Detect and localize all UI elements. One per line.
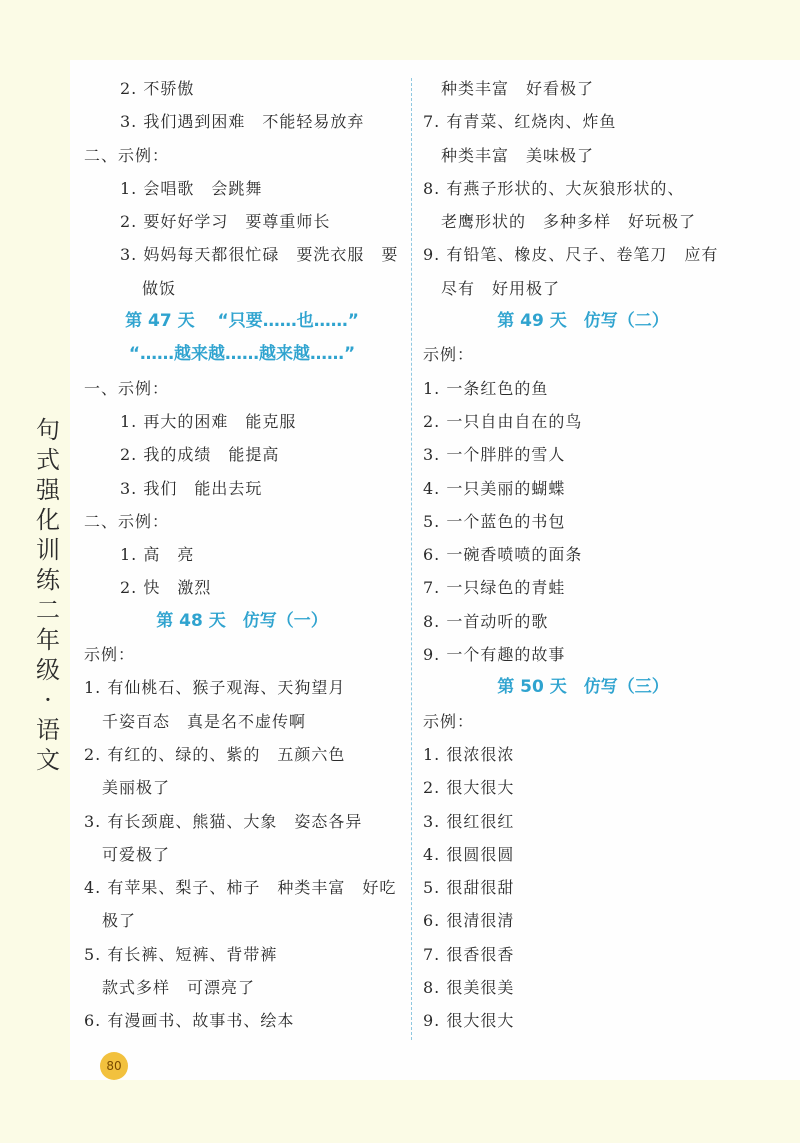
- answer-line: 极了: [102, 911, 137, 931]
- answer-line: 种类丰富 美味极了: [441, 145, 595, 165]
- answer-line: 2. 有红的、绿的、紫的 五颜六色: [84, 744, 346, 764]
- answer-line: 示例：: [423, 345, 475, 365]
- answer-line: 7. 有青菜、红烧肉、炸鱼: [423, 112, 617, 132]
- answer-line: 2. 我的成绩 能提高: [120, 445, 280, 465]
- page-number: 80: [100, 1052, 128, 1080]
- answer-line: 2. 快 激烈: [120, 578, 212, 598]
- answer-line: 5. 很甜很甜: [423, 878, 515, 898]
- answer-line: 2. 很大很大: [423, 778, 515, 798]
- answer-line: 3. 妈妈每天都很忙碌 要洗衣服 要: [120, 245, 399, 265]
- answer-line: 3. 我们遇到困难 不能轻易放弃: [120, 112, 365, 132]
- section-heading: 第 49 天 仿写（二）: [497, 311, 669, 332]
- answer-line: 3. 一个胖胖的雪人: [423, 445, 566, 465]
- section-heading: 第 50 天 仿写（三）: [497, 677, 669, 698]
- answer-line: 种类丰富 好看极了: [441, 79, 595, 98]
- section-heading: 第 47 天 “只要……也……”: [125, 311, 359, 332]
- answer-line: 美丽极了: [102, 778, 171, 798]
- answer-line: 二、示例：: [84, 145, 170, 165]
- answer-line: 8. 很美很美: [423, 978, 515, 998]
- answer-line: 7. 很香很香: [423, 944, 515, 964]
- answer-line: 6. 一碗香喷喷的面条: [423, 545, 583, 565]
- answer-line: 9. 一个有趣的故事: [423, 645, 566, 665]
- answer-line: 4. 有苹果、梨子、柿子 种类丰富 好吃: [84, 878, 397, 898]
- answer-line: 9. 有铅笔、橡皮、尺子、卷笔刀 应有: [423, 245, 719, 265]
- answer-line: 尽有 好用极了: [441, 278, 561, 298]
- section-heading: 第 48 天 仿写（一）: [156, 610, 328, 631]
- answer-line: 7. 一只绿色的青蛙: [423, 578, 566, 598]
- answer-line: 1. 一条红色的鱼: [423, 378, 549, 398]
- side-title-grade: 二 年 级 · 语 文: [36, 596, 60, 774]
- side-title-series: 句 式 强 化 训 练: [36, 416, 60, 594]
- answer-line: 可爱极了: [102, 844, 171, 864]
- answer-line: 3. 有长颈鹿、熊猫、大象 姿态各异: [84, 811, 363, 831]
- page-margin-top: [0, 0, 800, 60]
- answer-line: 3. 我们 能出去玩: [120, 478, 263, 498]
- answer-line: 4. 很圆很圆: [423, 844, 515, 864]
- answer-line: 示例：: [423, 711, 475, 731]
- column-divider: [411, 78, 412, 1040]
- answer-line: 千姿百态 真是名不虚传啊: [102, 711, 307, 731]
- answer-line: 8. 一首动听的歌: [423, 611, 549, 631]
- answer-line: 二、示例：: [84, 511, 170, 531]
- answer-line: 1. 很浓很浓: [423, 744, 515, 764]
- answer-line: 3. 很红很红: [423, 811, 515, 831]
- answer-line: 4. 一只美丽的蝴蝶: [423, 478, 566, 498]
- right-column: [423, 72, 743, 1038]
- section-heading: “……越来越……越来越……”: [128, 344, 356, 365]
- answer-line: 1. 再大的困难 能克服: [120, 411, 297, 431]
- answer-line: 老鹰形状的 多种多样 好玩极了: [441, 212, 697, 232]
- answer-line: 一、示例：: [84, 378, 170, 398]
- answer-line: 5. 有长裤、短裤、背带裤: [84, 944, 278, 964]
- answer-line: 6. 有漫画书、故事书、绘本: [84, 1011, 295, 1031]
- answer-line: 6. 很清很清: [423, 911, 515, 931]
- answer-line: 款式多样 可漂亮了: [102, 978, 256, 998]
- answer-line: 2. 一只自由自在的鸟: [423, 411, 583, 431]
- answer-line: 1. 有仙桃石、猴子观海、天狗望月: [84, 678, 346, 698]
- answer-line: 1. 高 亮: [120, 545, 195, 565]
- answer-line: 9. 很大很大: [423, 1011, 515, 1031]
- answer-line: 5. 一个蓝色的书包: [423, 511, 566, 531]
- page-margin-bottom: [0, 1080, 800, 1143]
- answer-line: 1. 会唱歌 会跳舞: [120, 178, 263, 198]
- answer-line: 2. 要好好学习 要尊重师长: [120, 212, 331, 232]
- answer-line: 示例：: [84, 645, 136, 665]
- side-title: [28, 415, 68, 775]
- answer-line: 做饭: [142, 278, 177, 298]
- answer-line: 2. 不骄傲: [120, 79, 195, 98]
- left-column: [84, 72, 400, 1038]
- answer-line: 8. 有燕子形状的、大灰狼形状的、: [423, 178, 685, 198]
